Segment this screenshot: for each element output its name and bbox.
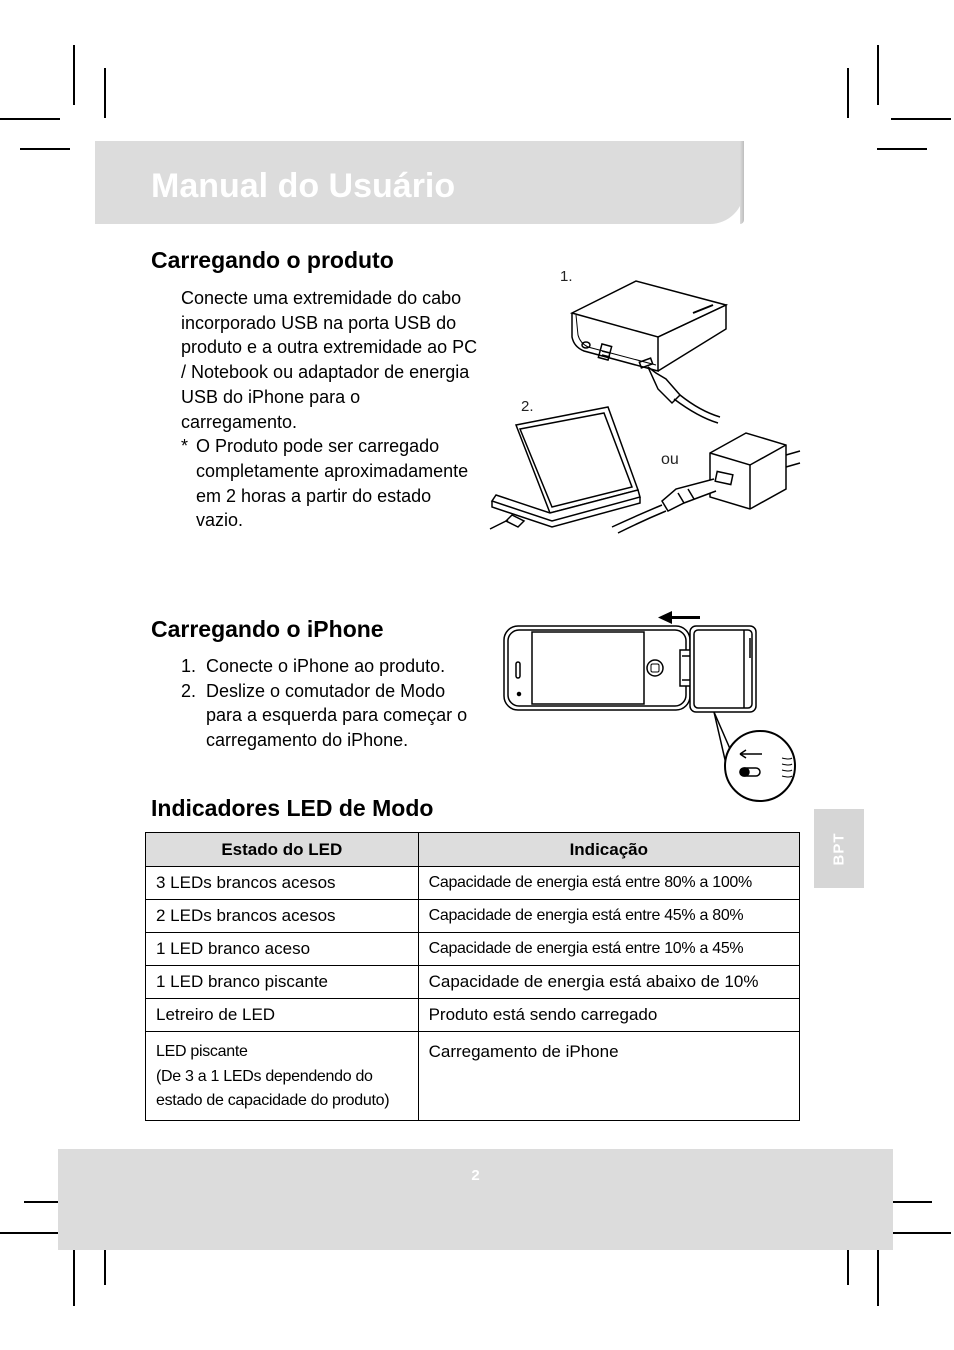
crop-mark — [104, 68, 106, 118]
led-state-cell: 1 LED branco aceso — [146, 933, 419, 966]
side-tab-label: BPT — [830, 832, 848, 865]
section-title-charging-iphone: Carregando o iPhone — [151, 616, 384, 642]
charging-iphone-steps — [181, 654, 481, 753]
header-indication: Indicação — [418, 833, 799, 867]
indication-cell: Capacidade de energia está entre 80% a 100% — [418, 867, 799, 900]
page-number: 2 — [471, 1167, 480, 1184]
crop-mark — [891, 1232, 951, 1234]
usb-charger-drawing — [612, 433, 800, 533]
footer-band — [58, 1149, 893, 1250]
led-state-cell — [146, 1032, 419, 1121]
table-row — [146, 867, 800, 900]
charging-product-text — [181, 286, 481, 533]
slide-arrow — [658, 611, 700, 624]
figure-label-or: ou — [661, 451, 679, 468]
crop-mark — [877, 1246, 879, 1306]
language-side-tab — [814, 809, 864, 888]
crop-mark — [20, 148, 70, 150]
led-state-line: (De 3 a 1 LEDs dependendo do — [156, 1067, 373, 1085]
table-row — [146, 966, 800, 999]
indication-cell: Carregamento de iPhone — [418, 1032, 799, 1121]
crop-mark — [73, 45, 75, 105]
crop-mark — [877, 148, 927, 150]
page-title: Manual do Usuário — [151, 167, 456, 205]
crop-mark — [877, 45, 879, 105]
indication-cell: Capacidade de energia está entre 45% a 80% — [418, 900, 799, 933]
crop-mark — [73, 1246, 75, 1306]
led-state-cell: Letreiro de LED — [146, 999, 419, 1032]
indication-cell: Capacidade de energia está entre 10% a 45% — [418, 933, 799, 966]
charging-product-illustration — [488, 275, 808, 535]
note-text: O Produto pode ser carregado completamente aproximadamente em 2 horas a partir do estado vazio. — [196, 436, 469, 531]
laptop-drawing — [490, 407, 640, 529]
led-state-cell: 3 LEDs brancos acesos — [146, 867, 419, 900]
table-row — [146, 933, 800, 966]
led-state-cell: 2 LEDs brancos acesos — [146, 900, 419, 933]
step-item: 1. Conecte o iPhone ao produto. — [181, 656, 446, 676]
crop-mark — [847, 68, 849, 118]
power-bank-side-drawing — [680, 626, 756, 712]
charging-iphone-illustration — [500, 608, 805, 808]
indication-cell: Produto está sendo carregado — [418, 999, 799, 1032]
indication-cell: Capacidade de energia está abaixo de 10% — [418, 966, 799, 999]
usb-cable-drawing — [648, 367, 720, 423]
iphone-drawing — [504, 626, 690, 710]
note-asterisk: * — [181, 436, 189, 457]
step-item: 2. Deslize o comutador de Modo para a esquerda para começar o carregamento do iPhone. — [181, 680, 468, 751]
table-header-row — [146, 833, 800, 867]
crop-mark — [891, 118, 951, 120]
led-state-line: estado de capacidade do produto) — [156, 1092, 390, 1109]
figure-label-step1: 1. — [560, 268, 573, 285]
figure-label-step2: 2. — [521, 398, 534, 415]
table-row — [146, 999, 800, 1032]
table-row — [146, 900, 800, 933]
charging-product-paragraph: Conecte uma extremidade do cabo incorporado USB na porta USB do produto e a outra extremidade ao PC / Notebook ou adaptador de energia USB do iPhone para o carregamento. — [181, 288, 478, 432]
led-state-line: LED piscante — [156, 1043, 248, 1060]
section-title-charging-product: Carregando o produto — [151, 247, 394, 273]
led-state-cell: 1 LED branco piscante — [146, 966, 419, 999]
header-led-state: Estado do LED — [146, 833, 419, 867]
led-indicator-table — [145, 832, 800, 1121]
zoom-detail — [714, 712, 795, 801]
crop-mark — [0, 118, 60, 120]
power-bank-drawing — [572, 281, 726, 371]
table-row — [146, 1032, 800, 1121]
charging-product-note — [181, 434, 481, 533]
section-title-led: Indicadores LED de Modo — [151, 795, 434, 821]
crop-mark — [0, 1232, 60, 1234]
